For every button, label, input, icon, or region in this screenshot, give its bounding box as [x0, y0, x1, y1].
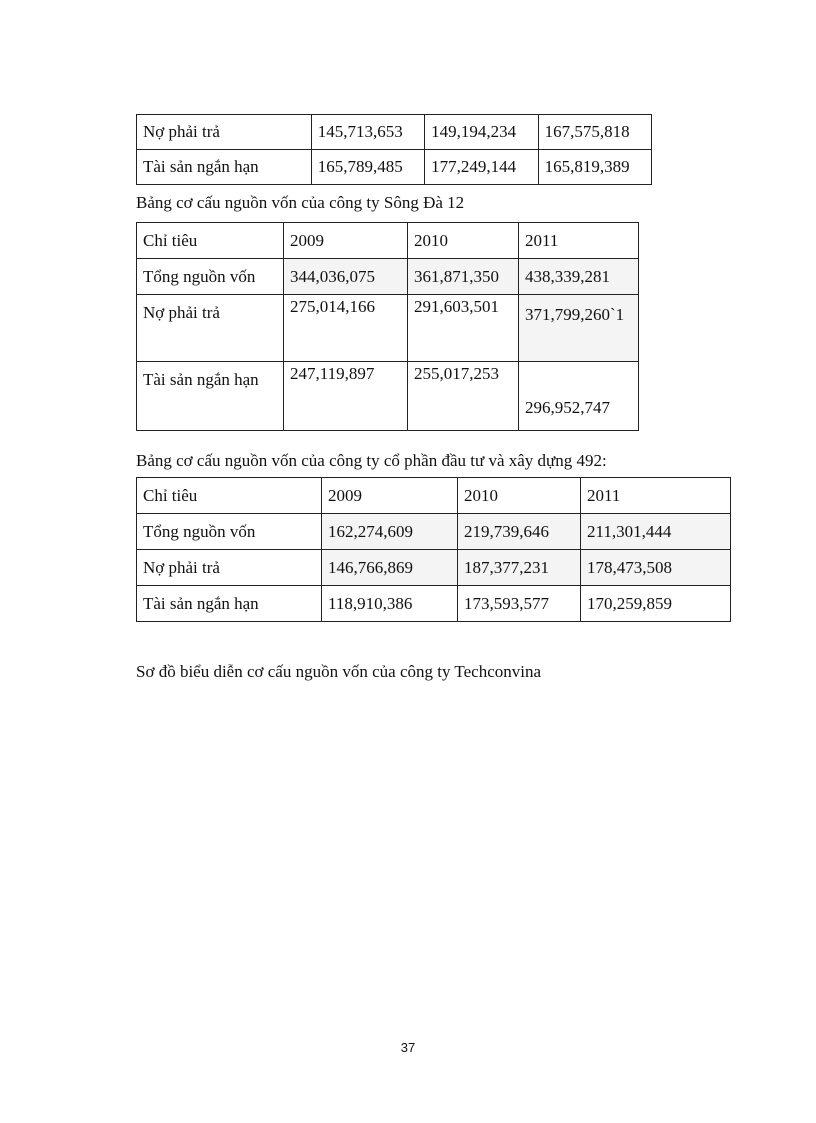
table-row — [137, 514, 731, 550]
page-number: 37 — [400, 1040, 416, 1055]
table-cell: 165,819,389 — [538, 150, 651, 185]
table-cell: 296,952,747 — [519, 362, 639, 431]
table-cell: 211,301,444 — [581, 514, 731, 550]
table-cell: 118,910,386 — [322, 586, 458, 622]
caption-company-492: Bảng cơ cấu nguồn vốn của công ty cổ phần đầu tư và xây dựng 492: — [136, 451, 607, 470]
header-cell: 2010 — [458, 478, 581, 514]
table-song-da — [136, 222, 639, 431]
row-label: Tổng nguồn vốn — [137, 259, 284, 295]
table-cell: 167,575,818 — [538, 115, 651, 150]
row-label: Tài sản ngắn hạn — [137, 150, 312, 185]
header-cell: 2009 — [284, 223, 408, 259]
table-cell: 170,259,859 — [581, 586, 731, 622]
table-cell: 177,249,144 — [425, 150, 538, 185]
row-label: Nợ phải trả — [137, 295, 284, 362]
table-header-row — [137, 478, 731, 514]
table-company-492 — [136, 477, 731, 622]
caption-song-da: Bảng cơ cấu nguồn vốn của công ty Sông Đà 12 — [136, 193, 465, 212]
table-cell: 255,017,253 — [408, 362, 519, 431]
table-cell: 344,036,075 — [284, 259, 408, 295]
header-cell: Chỉ tiêu — [137, 223, 284, 259]
table-row — [137, 259, 639, 295]
header-cell: 2011 — [581, 478, 731, 514]
table-cell: 146,766,869 — [322, 550, 458, 586]
table-row — [137, 295, 639, 362]
table-cell: 219,739,646 — [458, 514, 581, 550]
table-cell: 173,593,577 — [458, 586, 581, 622]
table-continuation — [136, 114, 652, 185]
table-cell: 291,603,501 — [408, 295, 519, 362]
caption-techconvina: Sơ đồ biểu diễn cơ cấu nguồn vốn của công ty Techconvina — [136, 662, 542, 681]
table-cell: 187,377,231 — [458, 550, 581, 586]
table-cell: 438,339,281 — [519, 259, 639, 295]
row-label: Tài sản ngắn hạn — [137, 586, 322, 622]
header-cell: Chỉ tiêu — [137, 478, 322, 514]
table-row — [137, 150, 652, 185]
row-label: Nợ phải trả — [137, 115, 312, 150]
table-cell: 165,789,485 — [311, 150, 424, 185]
table-header-row — [137, 223, 639, 259]
table-row — [137, 550, 731, 586]
table-row — [137, 115, 652, 150]
table-cell: 162,274,609 — [322, 514, 458, 550]
row-label: Tài sản ngắn hạn — [137, 362, 284, 431]
table-cell: 149,194,234 — [425, 115, 538, 150]
header-cell: 2009 — [322, 478, 458, 514]
table-cell: 145,713,653 — [311, 115, 424, 150]
table-cell: 247,119,897 — [284, 362, 408, 431]
table-row — [137, 362, 639, 431]
row-label: Tổng nguồn vốn — [137, 514, 322, 550]
table-cell: 371,799,260`1 — [519, 295, 639, 362]
row-label: Nợ phải trả — [137, 550, 322, 586]
table-cell: 275,014,166 — [284, 295, 408, 362]
table-row — [137, 586, 731, 622]
table-cell: 361,871,350 — [408, 259, 519, 295]
header-cell: 2011 — [519, 223, 639, 259]
header-cell: 2010 — [408, 223, 519, 259]
table-cell: 178,473,508 — [581, 550, 731, 586]
